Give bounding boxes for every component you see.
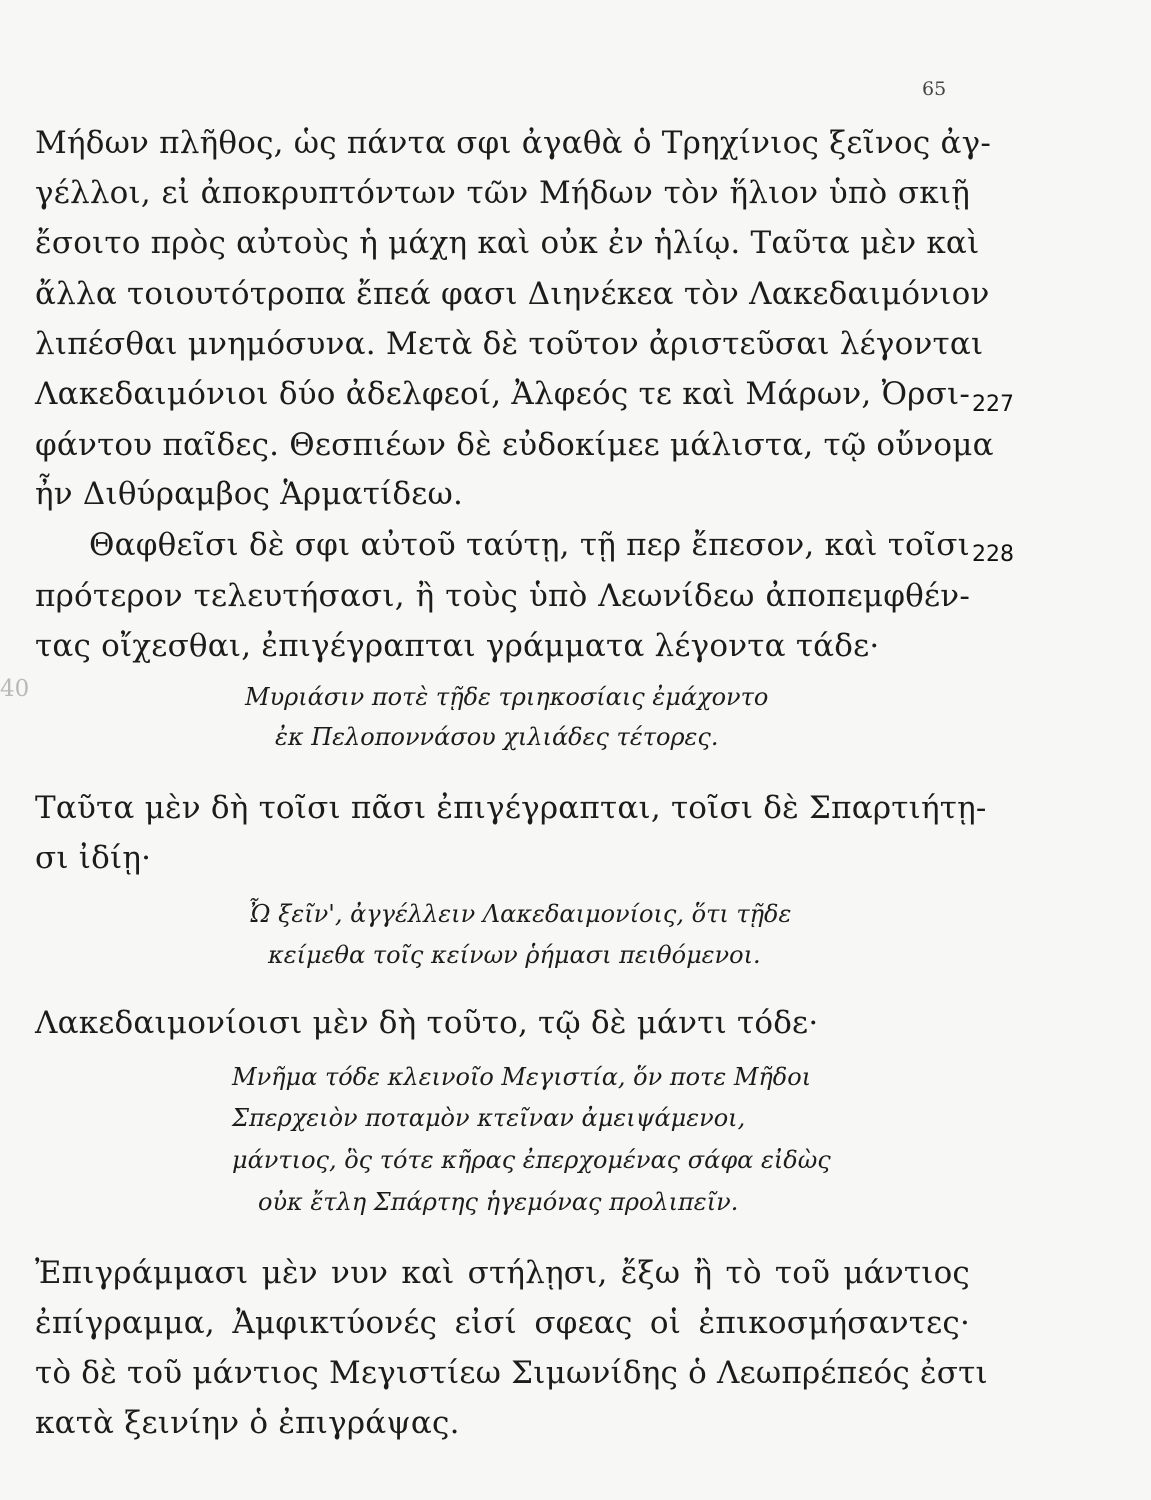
verse-line: Ὦ ξεῖν', ἀγγέλλειν Λακεδαιμονίοις, ὅτι τῇδε bbox=[248, 900, 792, 928]
text-line: Λακεδαιμόνιοι δύο ἀδελφεοί, Ἀλφεός τε καὶ Μάρων, Ὀρσι- bbox=[35, 376, 970, 412]
text-line: λιπέσθαι μνημόσυνα. Μετὰ δὲ τοῦτον ἀριστεῦσαι λέγονται bbox=[35, 326, 984, 362]
text-line: ἄλλα τοιουτότροπα ἔπεά φασι Διηνέκεα τὸν Λακεδαιμόνιον bbox=[35, 276, 990, 312]
section-number: 228 bbox=[972, 542, 1014, 567]
verse-line: Σπερχειὸν ποταμὸν κτεῖναν ἀμειψάμενοι, bbox=[232, 1104, 746, 1132]
verse-line: ἐκ Πελοποννάσου χιλιάδες τέτορες. bbox=[275, 723, 719, 751]
text-line: Ἐπιγράμμασι μὲν νυν καὶ στήλῃσι, ἔξω ἢ τὸ τοῦ μάντιος bbox=[35, 1255, 970, 1291]
verse-line: Μνῆμα τόδε κλεινοῖο Μεγιστία, ὅν ποτε Μῆδοι bbox=[232, 1063, 812, 1091]
verse-line: κείμεθα τοῖς κείνων ῥήμασι πειθόμενοι. bbox=[268, 941, 761, 969]
text-line: Λακεδαιμονίοισι μὲν δὴ τοῦτο, τῷ δὲ μάντι τόδε· bbox=[35, 1005, 819, 1041]
text-line: γέλλοι, εἰ ἀποκρυπτόντων τῶν Μήδων τὸν ἥλιον ὑπὸ σκιῇ bbox=[35, 175, 970, 211]
text-line: κατὰ ξεινίην ὁ ἐπιγράψας. bbox=[35, 1405, 460, 1441]
text-line: τὸ δὲ τοῦ μάντιος Μεγιστίεω Σιμωνίδης ὁ Λεωπρέπεός ἐστι bbox=[35, 1355, 988, 1391]
page-number: 65 bbox=[922, 78, 947, 100]
text-line: τας οἴχεσθαι, ἐπιγέγραπται γράμματα λέγοντα τάδε· bbox=[35, 628, 880, 664]
text-line: Θαφθεῖσι δὲ σφι αὐτοῦ ταύτῃ, τῇ περ ἔπεσον, καὶ τοῖσι bbox=[89, 527, 970, 563]
text-line: φάντου παῖδες. Θεσπιέων δὲ εὐδοκίμεε μάλιστα, τῷ οὔνομα bbox=[35, 427, 994, 463]
text-line: ἦν Διθύραμβος Ἁρματίδεω. bbox=[35, 476, 464, 512]
verse-line: οὐκ ἔτλη Σπάρτης ἡγεμόνας προλιπεῖν. bbox=[258, 1188, 739, 1216]
text-line: Ταῦτα μὲν δὴ τοῖσι πᾶσι ἐπιγέγραπται, τοῖσι δὲ Σπαρτιήτῃ- bbox=[35, 790, 987, 826]
text-line: Μήδων πλῆθος, ὡς πάντα σφι ἀγαθὰ ὁ Τρηχίνιος ξεῖνος ἀγ- bbox=[35, 125, 992, 161]
bleed-through-number: 40 bbox=[0, 676, 30, 702]
verse-line: Μυριάσιν ποτὲ τῇδε τριηκοσίαις ἐμάχοντο bbox=[245, 683, 769, 711]
text-line: σι ἰδίῃ· bbox=[35, 840, 152, 876]
text-line: πρότερον τελευτήσασι, ἢ τοὺς ὑπὸ Λεωνίδεω ἀποπεμφθέν- bbox=[35, 578, 970, 614]
verse-line: μάντιος, ὃς τότε κῆρας ἐπερχομένας σάφα εἰδὼς bbox=[232, 1146, 831, 1174]
text-line: ἐπίγραμμα, Ἀμφικτύονές εἰσί σφεας οἱ ἐπικοσμήσαντες· bbox=[35, 1305, 970, 1341]
text-line: ἔσοιτο πρὸς αὐτοὺς ἡ μάχη καὶ οὐκ ἐν ἡλίῳ. Ταῦτα μὲν καὶ bbox=[35, 225, 980, 261]
section-number: 227 bbox=[972, 392, 1014, 417]
